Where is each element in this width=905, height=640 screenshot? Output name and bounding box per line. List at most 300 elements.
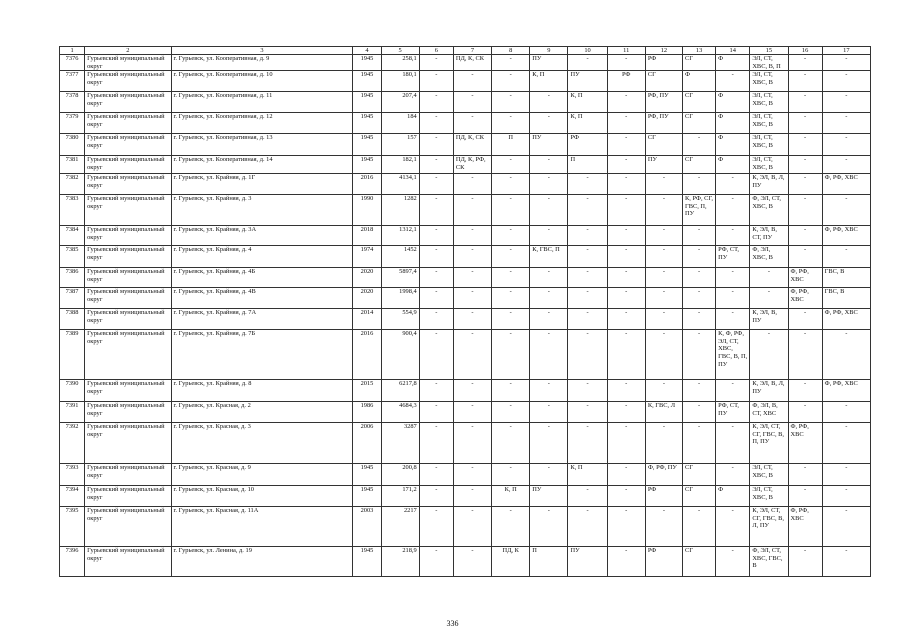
col-12-cell: - xyxy=(645,507,682,547)
area-cell: 180,1 xyxy=(381,71,419,92)
col-7-cell: - xyxy=(453,71,491,92)
col-16-cell: - xyxy=(788,464,822,486)
area-cell: 218,9 xyxy=(381,547,419,577)
row-number-cell: 7386 xyxy=(60,268,85,288)
col-6-cell: - xyxy=(419,268,453,288)
col-15-cell: К, ЭЛ, В, Л, ПУ xyxy=(750,174,788,195)
build-year-cell: 1945 xyxy=(353,547,381,577)
col-17-cell: - xyxy=(822,547,870,577)
col-12-cell: - xyxy=(645,309,682,330)
col-10-cell: - xyxy=(568,330,607,380)
col-13-cell: - xyxy=(683,423,716,464)
col-16-cell: - xyxy=(788,547,822,577)
col-9-cell: - xyxy=(530,156,568,174)
area-cell: 258,1 xyxy=(381,55,419,71)
col-11-cell: - xyxy=(607,309,645,330)
col-16-cell: - xyxy=(788,246,822,268)
col-12-cell: СГ xyxy=(645,134,682,156)
col-12-cell: РФ, ПУ xyxy=(645,113,682,134)
col-8-cell: - xyxy=(492,288,530,309)
col-13-cell: - xyxy=(683,402,716,423)
col-17-cell: - xyxy=(822,246,870,268)
municipality-cell: Гурьевский муниципальный округ xyxy=(85,402,171,423)
col-11-cell: - xyxy=(607,113,645,134)
column-number-11: 11 xyxy=(607,47,645,55)
area-cell: 5897,4 xyxy=(381,268,419,288)
col-9-cell: - xyxy=(530,309,568,330)
table-row xyxy=(60,195,871,226)
column-number-14: 14 xyxy=(716,47,750,55)
col-16-cell: - xyxy=(788,380,822,402)
col-6-cell: - xyxy=(419,195,453,226)
col-8-cell: ПД, К xyxy=(492,547,530,577)
build-year-cell: 1974 xyxy=(353,246,381,268)
col-12-cell: РФ xyxy=(645,486,682,507)
col-15-cell: ЭЛ, СТ, ХВС, В xyxy=(750,113,788,134)
col-9-cell: - xyxy=(530,268,568,288)
col-12-cell: РФ xyxy=(645,55,682,71)
col-7-cell: - xyxy=(453,195,491,226)
col-13-cell: Ф xyxy=(683,71,716,92)
col-14-cell: - xyxy=(716,423,750,464)
col-10-cell: - xyxy=(568,268,607,288)
col-6-cell: - xyxy=(419,288,453,309)
column-number-5: 5 xyxy=(381,47,419,55)
column-number-1: 1 xyxy=(60,47,85,55)
column-number-13: 13 xyxy=(683,47,716,55)
col-8-cell: - xyxy=(492,55,530,71)
row-number-cell: 7387 xyxy=(60,288,85,309)
col-6-cell: - xyxy=(419,226,453,246)
build-year-cell: 1945 xyxy=(353,134,381,156)
row-number-cell: 7396 xyxy=(60,547,85,577)
build-year-cell: 2015 xyxy=(353,380,381,402)
table-row xyxy=(60,547,871,577)
municipality-cell: Гурьевский муниципальный округ xyxy=(85,226,171,246)
col-9-cell: - xyxy=(530,113,568,134)
municipality-cell: Гурьевский муниципальный округ xyxy=(85,195,171,226)
build-year-cell: 2003 xyxy=(353,507,381,547)
col-17-cell: - xyxy=(822,156,870,174)
col-11-cell: - xyxy=(607,288,645,309)
row-number-cell: 7379 xyxy=(60,113,85,134)
address-cell: г. Гурьевск, ул. Крайняя, д. 7А xyxy=(171,309,353,330)
col-14-cell: Ф xyxy=(716,134,750,156)
address-cell: г. Гурьевск, ул. Кооперативная, д. 13 xyxy=(171,134,353,156)
area-cell: 4134,1 xyxy=(381,174,419,195)
col-6-cell: - xyxy=(419,380,453,402)
address-cell: г. Гурьевск, ул. Крайняя, д. 8 xyxy=(171,380,353,402)
column-number-9: 9 xyxy=(530,47,568,55)
col-17-cell: Ф, РФ, ХВС xyxy=(822,380,870,402)
col-8-cell: - xyxy=(492,174,530,195)
address-cell: г. Гурьевск, ул. Кооперативная, д. 14 xyxy=(171,156,353,174)
row-number-cell: 7377 xyxy=(60,71,85,92)
col-16-cell: - xyxy=(788,402,822,423)
col-17-cell: - xyxy=(822,423,870,464)
col-8-cell: К, П xyxy=(492,486,530,507)
address-cell: г. Гурьевск, ул. Ленина, д. 19 xyxy=(171,547,353,577)
col-17-cell: - xyxy=(822,113,870,134)
col-13-cell: - xyxy=(683,246,716,268)
col-15-cell: Ф, ЭЛ, СТ, ХВС, ГВС, В xyxy=(750,547,788,577)
col-11-cell: - xyxy=(607,156,645,174)
col-6-cell: - xyxy=(419,547,453,577)
area-cell: 554,9 xyxy=(381,309,419,330)
col-6-cell: - xyxy=(419,92,453,113)
col-15-cell: ЭЛ, СТ, ХВС, В xyxy=(750,134,788,156)
col-17-cell: ГВС, В xyxy=(822,288,870,309)
col-12-cell: - xyxy=(645,330,682,380)
col-15-cell: Ф, ЭЛ, В, СТ, ХВС xyxy=(750,402,788,423)
column-number-4: 4 xyxy=(353,47,381,55)
col-17-cell: - xyxy=(822,71,870,92)
col-15-cell: К, ЭЛ, СТ, СГ, ГВС, В, П, ПУ xyxy=(750,423,788,464)
col-12-cell: - xyxy=(645,380,682,402)
row-number-cell: 7392 xyxy=(60,423,85,464)
col-8-cell: - xyxy=(492,71,530,92)
col-14-cell: - xyxy=(716,71,750,92)
address-cell: г. Гурьевск, ул. Красная, д. 9 xyxy=(171,464,353,486)
column-number-16: 16 xyxy=(788,47,822,55)
column-number-6: 6 xyxy=(419,47,453,55)
address-cell: г. Гурьевск, ул. Крайняя, д. 4В xyxy=(171,288,353,309)
municipality-cell: Гурьевский муниципальный округ xyxy=(85,268,171,288)
column-number-15: 15 xyxy=(750,47,788,55)
column-number-8: 8 xyxy=(492,47,530,55)
col-15-cell: ЭЛ, СТ, ХВС, В xyxy=(750,71,788,92)
col-9-cell: ПУ xyxy=(530,134,568,156)
col-11-cell: - xyxy=(607,507,645,547)
col-8-cell: - xyxy=(492,380,530,402)
col-13-cell: К, РФ, СГ, ГВС, П, ПУ xyxy=(683,195,716,226)
col-13-cell: СГ xyxy=(683,547,716,577)
col-17-cell: - xyxy=(822,92,870,113)
col-10-cell: - xyxy=(568,423,607,464)
col-6-cell: - xyxy=(419,113,453,134)
col-6-cell: - xyxy=(419,402,453,423)
municipality-cell: Гурьевский муниципальный округ xyxy=(85,423,171,464)
table-row xyxy=(60,309,871,330)
col-9-cell: - xyxy=(530,174,568,195)
address-cell: г. Гурьевск, ул. Крайняя, д. 1Г xyxy=(171,174,353,195)
col-11-cell: - xyxy=(607,547,645,577)
address-cell: г. Гурьевск, ул. Красная, д. 2 xyxy=(171,402,353,423)
column-number-3: 3 xyxy=(171,47,353,55)
table-row xyxy=(60,92,871,113)
table-row xyxy=(60,268,871,288)
row-number-cell: 7391 xyxy=(60,402,85,423)
area-cell: 200,8 xyxy=(381,464,419,486)
area-cell: 157 xyxy=(381,134,419,156)
col-9-cell: - xyxy=(530,464,568,486)
col-16-cell: - xyxy=(788,92,822,113)
col-16-cell: - xyxy=(788,486,822,507)
col-10-cell: П xyxy=(568,156,607,174)
address-cell: г. Гурьевск, ул. Красная, д. 11А xyxy=(171,507,353,547)
col-12-cell: РФ, ПУ xyxy=(645,92,682,113)
col-13-cell: - xyxy=(683,330,716,380)
col-11-cell: - xyxy=(607,246,645,268)
col-13-cell: СГ xyxy=(683,113,716,134)
col-8-cell: - xyxy=(492,268,530,288)
col-14-cell: Ф xyxy=(716,55,750,71)
col-17-cell: Ф, РФ, ХВС xyxy=(822,226,870,246)
col-14-cell: Ф xyxy=(716,92,750,113)
col-7-cell: - xyxy=(453,226,491,246)
col-15-cell: - xyxy=(750,288,788,309)
municipality-cell: Гурьевский муниципальный округ xyxy=(85,380,171,402)
col-17-cell: - xyxy=(822,55,870,71)
col-6-cell: - xyxy=(419,55,453,71)
col-6-cell: - xyxy=(419,423,453,464)
col-8-cell: - xyxy=(492,464,530,486)
col-11-cell: РФ xyxy=(607,71,645,92)
col-17-cell: ГВС, В xyxy=(822,268,870,288)
col-13-cell: - xyxy=(683,226,716,246)
col-10-cell: - xyxy=(568,195,607,226)
column-number-2: 2 xyxy=(85,47,171,55)
col-17-cell: - xyxy=(822,330,870,380)
col-14-cell: - xyxy=(716,288,750,309)
col-8-cell: - xyxy=(492,246,530,268)
col-8-cell: - xyxy=(492,402,530,423)
col-10-cell: К, П xyxy=(568,464,607,486)
col-7-cell: - xyxy=(453,113,491,134)
col-12-cell: - xyxy=(645,423,682,464)
column-number-10: 10 xyxy=(568,47,607,55)
col-14-cell: - xyxy=(716,195,750,226)
address-cell: г. Гурьевск, ул. Крайняя, д. 3 xyxy=(171,195,353,226)
col-13-cell: - xyxy=(683,380,716,402)
col-7-cell: ПД, К, СК xyxy=(453,134,491,156)
col-12-cell: СГ xyxy=(645,71,682,92)
col-9-cell: ПУ xyxy=(530,55,568,71)
col-14-cell: Ф xyxy=(716,486,750,507)
col-7-cell: - xyxy=(453,309,491,330)
table-row xyxy=(60,330,871,380)
col-12-cell: РФ xyxy=(645,547,682,577)
col-12-cell: К, ГВС, Л xyxy=(645,402,682,423)
col-12-cell: Ф, РФ, ПУ xyxy=(645,464,682,486)
col-9-cell: - xyxy=(530,226,568,246)
col-16-cell: - xyxy=(788,195,822,226)
col-10-cell: ПУ xyxy=(568,547,607,577)
col-15-cell: К, ЭЛ, В, СТ, ПУ xyxy=(750,226,788,246)
col-9-cell: - xyxy=(530,288,568,309)
col-16-cell: - xyxy=(788,134,822,156)
col-16-cell: - xyxy=(788,71,822,92)
col-14-cell: - xyxy=(716,268,750,288)
table-row xyxy=(60,71,871,92)
col-13-cell: СГ xyxy=(683,55,716,71)
col-6-cell: - xyxy=(419,330,453,380)
address-cell: г. Гурьевск, ул. Кооперативная, д. 9 xyxy=(171,55,353,71)
col-15-cell: - xyxy=(750,330,788,380)
table-row xyxy=(60,156,871,174)
municipality-cell: Гурьевский муниципальный округ xyxy=(85,547,171,577)
col-8-cell: - xyxy=(492,507,530,547)
col-8-cell: - xyxy=(492,195,530,226)
col-11-cell: - xyxy=(607,380,645,402)
col-11-cell: - xyxy=(607,134,645,156)
col-15-cell: ЭЛ, СТ, ХВС, В xyxy=(750,156,788,174)
col-9-cell: ПУ xyxy=(530,486,568,507)
col-16-cell: - xyxy=(788,174,822,195)
col-12-cell: - xyxy=(645,174,682,195)
row-number-cell: 7388 xyxy=(60,309,85,330)
col-9-cell: - xyxy=(530,380,568,402)
build-year-cell: 2020 xyxy=(353,288,381,309)
col-10-cell: - xyxy=(568,380,607,402)
col-14-cell: - xyxy=(716,547,750,577)
col-14-cell: К, Ф, РФ, ЭЛ, СТ, ХВС, ГВС, В, П, ПУ xyxy=(716,330,750,380)
col-15-cell: ЭЛ, СТ, ХВС, В, П xyxy=(750,55,788,71)
col-7-cell: - xyxy=(453,288,491,309)
address-cell: г. Гурьевск, ул. Крайняя, д. 4 xyxy=(171,246,353,268)
col-6-cell: - xyxy=(419,174,453,195)
col-13-cell: СГ xyxy=(683,464,716,486)
col-13-cell: - xyxy=(683,134,716,156)
build-year-cell: 1945 xyxy=(353,92,381,113)
table-row xyxy=(60,288,871,309)
col-17-cell: Ф, РФ, ХВС xyxy=(822,174,870,195)
column-number-header xyxy=(60,47,871,55)
col-12-cell: - xyxy=(645,288,682,309)
table-row xyxy=(60,55,871,71)
col-10-cell: - xyxy=(568,486,607,507)
build-year-cell: 1945 xyxy=(353,464,381,486)
row-number-cell: 7393 xyxy=(60,464,85,486)
col-13-cell: - xyxy=(683,174,716,195)
col-12-cell: - xyxy=(645,268,682,288)
col-13-cell: - xyxy=(683,507,716,547)
municipality-cell: Гурьевский муниципальный округ xyxy=(85,507,171,547)
col-10-cell: - xyxy=(568,288,607,309)
col-12-cell: - xyxy=(645,246,682,268)
col-16-cell: - xyxy=(788,113,822,134)
col-7-cell: - xyxy=(453,268,491,288)
column-number-7: 7 xyxy=(453,47,491,55)
area-cell: 2217 xyxy=(381,507,419,547)
col-11-cell: - xyxy=(607,330,645,380)
col-9-cell: - xyxy=(530,402,568,423)
col-17-cell: - xyxy=(822,402,870,423)
col-9-cell: - xyxy=(530,195,568,226)
col-14-cell: - xyxy=(716,380,750,402)
col-8-cell: - xyxy=(492,92,530,113)
municipality-cell: Гурьевский муниципальный округ xyxy=(85,464,171,486)
col-10-cell: - xyxy=(568,55,607,71)
col-10-cell: К, П xyxy=(568,113,607,134)
col-17-cell: - xyxy=(822,486,870,507)
col-15-cell: ЭЛ, СТ, ХВС, В xyxy=(750,92,788,113)
col-11-cell: - xyxy=(607,268,645,288)
build-year-cell: 1945 xyxy=(353,71,381,92)
col-12-cell: - xyxy=(645,226,682,246)
col-6-cell: - xyxy=(419,71,453,92)
area-cell: 207,4 xyxy=(381,92,419,113)
col-7-cell: - xyxy=(453,330,491,380)
column-number-12: 12 xyxy=(645,47,682,55)
municipality-cell: Гурьевский муниципальный округ xyxy=(85,71,171,92)
row-number-cell: 7382 xyxy=(60,174,85,195)
row-number-cell: 7376 xyxy=(60,55,85,71)
col-8-cell: - xyxy=(492,156,530,174)
col-15-cell: ЭЛ, СТ, ХВС, В xyxy=(750,486,788,507)
build-year-cell: 2020 xyxy=(353,268,381,288)
col-10-cell: РФ xyxy=(568,134,607,156)
address-cell: г. Гурьевск, ул. Крайняя, д. 3А xyxy=(171,226,353,246)
col-10-cell: - xyxy=(568,402,607,423)
table-row xyxy=(60,113,871,134)
build-year-cell: 2016 xyxy=(353,330,381,380)
build-year-cell: 2018 xyxy=(353,226,381,246)
table-row xyxy=(60,380,871,402)
row-number-cell: 7384 xyxy=(60,226,85,246)
col-6-cell: - xyxy=(419,507,453,547)
col-15-cell: ЭЛ, СТ, ХВС, В xyxy=(750,464,788,486)
municipality-cell: Гурьевский муниципальный округ xyxy=(85,55,171,71)
col-6-cell: - xyxy=(419,134,453,156)
table-row xyxy=(60,174,871,195)
col-7-cell: - xyxy=(453,380,491,402)
municipality-cell: Гурьевский муниципальный округ xyxy=(85,134,171,156)
municipality-cell: Гурьевский муниципальный округ xyxy=(85,174,171,195)
col-7-cell: - xyxy=(453,486,491,507)
col-12-cell: - xyxy=(645,195,682,226)
col-15-cell: К, ЭЛ, В, Л, ПУ xyxy=(750,380,788,402)
col-9-cell: - xyxy=(530,423,568,464)
col-15-cell: Ф, ЭЛ, СТ, ХВС, В xyxy=(750,195,788,226)
area-cell: 171,2 xyxy=(381,486,419,507)
col-11-cell: - xyxy=(607,174,645,195)
area-cell: 1282 xyxy=(381,195,419,226)
col-7-cell: - xyxy=(453,402,491,423)
area-cell: 3287 xyxy=(381,423,419,464)
col-11-cell: - xyxy=(607,423,645,464)
area-cell: 1452 xyxy=(381,246,419,268)
table-row xyxy=(60,464,871,486)
col-17-cell: - xyxy=(822,134,870,156)
row-number-cell: 7385 xyxy=(60,246,85,268)
table-row xyxy=(60,423,871,464)
address-cell: г. Гурьевск, ул. Крайняя, д. 4Б xyxy=(171,268,353,288)
col-13-cell: СГ xyxy=(683,156,716,174)
col-8-cell: П xyxy=(492,134,530,156)
col-15-cell: Ф, ЭЛ, ХВС, В xyxy=(750,246,788,268)
address-cell: г. Гурьевск, ул. Кооперативная, д. 10 xyxy=(171,71,353,92)
build-year-cell: 1990 xyxy=(353,195,381,226)
register-sheet xyxy=(59,46,871,577)
col-9-cell: П xyxy=(530,547,568,577)
area-cell: 6217,8 xyxy=(381,380,419,402)
table-row xyxy=(60,246,871,268)
table-row xyxy=(60,486,871,507)
col-11-cell: - xyxy=(607,55,645,71)
col-10-cell: - xyxy=(568,507,607,547)
col-8-cell: - xyxy=(492,330,530,380)
build-year-cell: 2006 xyxy=(353,423,381,464)
municipality-cell: Гурьевский муниципальный округ xyxy=(85,486,171,507)
area-cell: 182,1 xyxy=(381,156,419,174)
col-7-cell: ПД, К, СК xyxy=(453,55,491,71)
municipality-cell: Гурьевский муниципальный округ xyxy=(85,156,171,174)
col-11-cell: - xyxy=(607,195,645,226)
col-6-cell: - xyxy=(419,246,453,268)
municipality-cell: Гурьевский муниципальный округ xyxy=(85,246,171,268)
area-cell: 1312,1 xyxy=(381,226,419,246)
